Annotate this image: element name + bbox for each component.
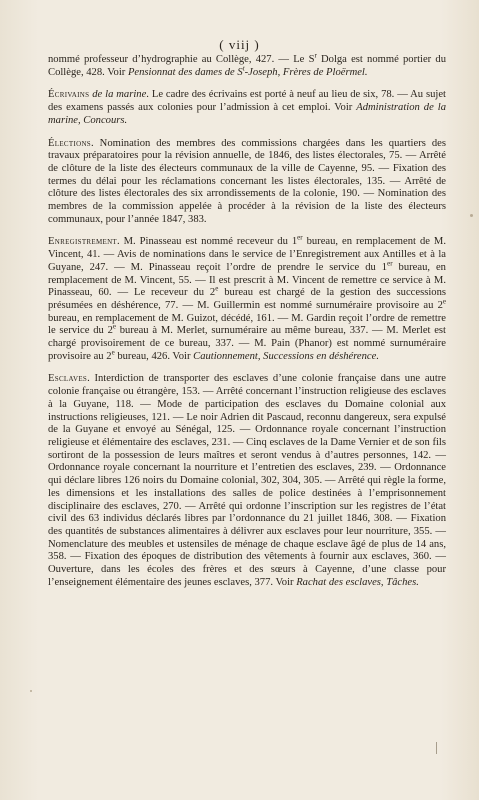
- entry-text: e: [112, 322, 116, 331]
- entry-heading: Écrivains: [48, 89, 90, 101]
- entry-text: . Le cadre des écrivains est porté à neuf au lieu de six, 78. — Au sujet des examens passés aux colonies pour l’admission à cet emploi. Voir: [48, 89, 446, 114]
- entry-text: er: [297, 233, 303, 242]
- entry-text: e: [111, 348, 115, 357]
- entry-text: er: [387, 259, 393, 268]
- entry-text: bureau, en remplacement de M. Guizot, décédé, 161. — M. Gardin reçoit l’ordre de remettre le service du 2: [48, 312, 446, 337]
- cross-reference-text: -Joseph, Frères de Ploërmel.: [244, 66, 368, 78]
- entry-text: . M. Pinasseau est nommé receveur du 1: [117, 236, 298, 248]
- index-entry-elections: [48, 138, 446, 227]
- index-text-column: [48, 51, 447, 599]
- cross-reference-text: de la marine: [92, 89, 147, 101]
- entry-heading: Esclaves: [48, 373, 88, 385]
- page-number: ( viij ): [219, 37, 260, 52]
- paper-speck: [30, 690, 32, 692]
- entry-text: Dolga est nommé portier du Collège, 428. Voir: [48, 54, 446, 78]
- entry-text: r: [314, 51, 317, 60]
- cross-reference-text: Pensionnat des dames de S: [127, 66, 243, 78]
- entry-text: bureau est chargé de la gestion des successions présumées en déshérence, 77. — M. Guillermin est nommé surnuméraire provisoire au 2: [48, 287, 446, 311]
- entry-text: bureau à M. Merlet, surnuméraire au même bureau, 337. — M. Merlet est chargé provisoirement de ce bureau, 337. — M. Pain (Phanor) est nommé surnuméraire provisoire au 2: [48, 325, 447, 362]
- entry-text: e: [442, 297, 446, 306]
- entry-text: bureau, en remplacement de M. Vincent, 41. — Avis de nominations dans le service de l’Enregistrement aux Antilles et à la Guyane, 247. — M. Pinasseau reçoit l’ordre de prendre le service du 1: [48, 236, 446, 273]
- entry-text: bureau, 426. Voir: [114, 350, 194, 362]
- margin-mark: [436, 742, 437, 754]
- cross-reference-text: Administration de la marine, Concours.: [48, 102, 446, 126]
- entry-heading: Enregistrement: [48, 236, 118, 248]
- cross-reference-text: Rachat des esclaves, Tâches.: [296, 576, 419, 588]
- index-entry-esclaves: [48, 373, 446, 589]
- entry-text: e: [215, 284, 219, 293]
- paper-speck: [470, 214, 473, 217]
- entry-text: . Nomination des membres des commissions chargées dans les quartiers des travaux préparatoires pour la révision annuelle, de 1846, des listes électorales, 75. — Arrêté de clôture de la liste des électeurs communaux de la ville de Cayenne, 95. — Fixation des termes du délai pour les réclamations concernant les listes électorales, 135. — Arrêté de clôture des listes électorales des six arrondissements de la colonie, 190. — Nomination des membres de la commission appelée à procéder à la révision de la liste des électeurs communaux, pour l’année 1847, 383.: [48, 137, 446, 225]
- cross-reference-text: t: [242, 64, 245, 73]
- index-entry-enregistrement: [48, 233, 447, 363]
- entry-text: nommé professeur d’hydrographie au Collège, 427. — Le S: [48, 54, 315, 65]
- index-entry-ecrivains: [48, 89, 446, 127]
- cross-reference-text: Cautionnement, Successions en déshérence.: [193, 350, 379, 362]
- entry-heading: Élections: [48, 137, 92, 149]
- entry-text: bureau, en remplacement de M. Vincent, 55. — Il est prescrit à M. Vincent de remettre ce service à M. Pinasseau, 60. — Le receveur du 2: [48, 261, 446, 299]
- index-entry-continuation: [48, 51, 446, 79]
- entry-text: . Interdiction de transporter des esclaves d’une colonie française dans une autre colonie française ou étrangère, 153. — Arrêté concernant l’instruction religieuse des esclaves à la Guyane, 118. — Mode de participation des esclaves du Domaine colonial aux instructions religieuses, 121. — Le noir Adrien dit Pascaud, reconnu dangereux, sera expulsé de la Guyane et envoyé au Sénégal, 125. — Ordonnance royale concernant l’instruction religieuse et élémentaire des esclaves, 231. — Cinq esclaves de la Dame Vernier et de son fils sortiront de la possession de leurs maîtres et seront vendus à d’autres personnes, 142. — Ordonnance royale concernant la nourriture et l’entretien des esclaves, 239. — Ordonnance qui déclare libres 126 noirs du Domaine colonial, 302, 304, 305. — Arrêté qui règle la forme, les dimensions et les installations des salles de police destinées à l’emprisonnement disciplinaire des esclaves, 270. — Arrêté qui ordonne l’inscription sur les registres de l’état civil des 63 individus déclarés libres par l’ordonnance du 21 juillet 1846, 308. — Fixation des quantités de substances alimentaires à délivrer aux esclaves pour leur nourriture, 355. — Nomenclature des meubles et ustensiles de ménage de chaque esclave âgé de plus de 14 ans, 358. — Fixation des époques de distribution des vêtements à fournir aux esclaves, 360. — Ouverture, dans les écoles des frères et des sœurs à Cayenne, d’une classe pour l’enseignement élémentaire des jeunes esclaves, 377. Voir: [48, 373, 446, 588]
